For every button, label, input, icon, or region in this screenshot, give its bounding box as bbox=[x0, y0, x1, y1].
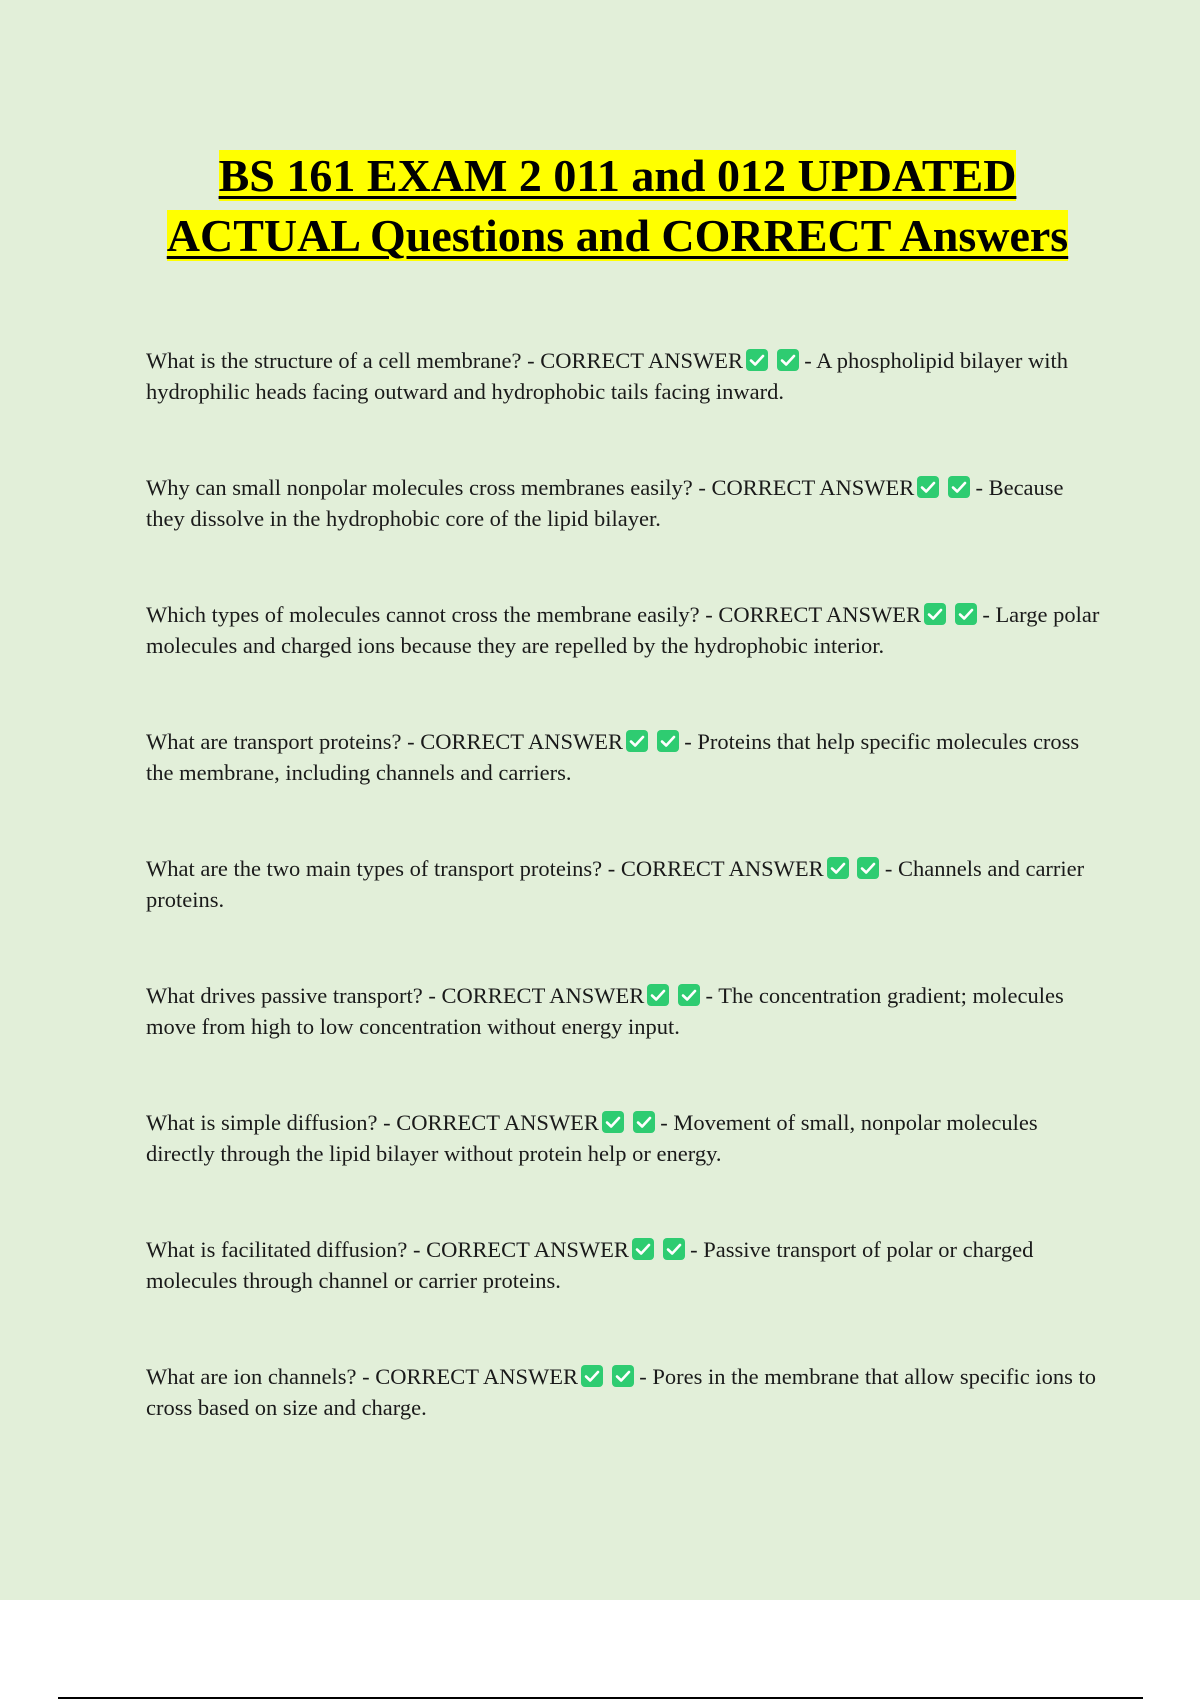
answer-text: The concentration gradient; molecules move from high to low concentration without energy input. bbox=[146, 983, 1064, 1039]
qa-item: What drives passive transport? - CORRECT ANSWER - The concentration gradient; molecules move from high to low concentration without energy input. bbox=[146, 983, 1064, 1039]
check-box-icon bbox=[647, 984, 669, 1006]
answer-text: Large polar molecules and charged ions because they are repelled by the hydrophobic interior. bbox=[146, 602, 1100, 658]
qa-list bbox=[146, 345, 1106, 1488]
question-text: What are ion channels? bbox=[146, 1364, 357, 1389]
question-text: What is facilitated diffusion? bbox=[146, 1237, 408, 1262]
check-box-icon bbox=[917, 476, 939, 498]
check-box-icon bbox=[657, 730, 679, 752]
check-box-icon bbox=[827, 857, 849, 879]
check-box-icon bbox=[602, 1111, 624, 1133]
check-box-icon bbox=[632, 1238, 654, 1260]
check-box-icon bbox=[678, 984, 700, 1006]
qa-item: What is the structure of a cell membrane? - CORRECT ANSWER - A phospholipid bilayer with hydrophilic heads facing outward and hydrophobic tails facing inward. bbox=[146, 348, 1068, 404]
check-box-icon bbox=[612, 1365, 634, 1387]
answer-label: CORRECT ANSWER bbox=[620, 856, 824, 881]
qa-item: What are transport proteins? - CORRECT ANSWER - Proteins that help specific molecules cross the membrane, including channels and carriers. bbox=[146, 729, 1080, 785]
qa-item: Why can small nonpolar molecules cross membranes easily? - CORRECT ANSWER - Because they dissolve in the hydrophobic core of the lipid bilayer. bbox=[146, 475, 1064, 531]
qa-item: What are ion channels? - CORRECT ANSWER - Pores in the membrane that allow specific ions to cross based on size and charge. bbox=[146, 1364, 1097, 1420]
footer-divider bbox=[58, 1697, 1143, 1699]
answer-label: CORRECT ANSWER bbox=[375, 1364, 579, 1389]
answer-label: CORRECT ANSWER bbox=[540, 348, 743, 373]
answer-label: CORRECT ANSWER bbox=[396, 1110, 599, 1135]
check-box-icon bbox=[948, 476, 970, 498]
qa-item: What is simple diffusion? - CORRECT ANSWER - Movement of small, nonpolar molecules directly through the lipid bilayer without protein help or energy. bbox=[146, 1110, 1038, 1166]
question-text: What is the structure of a cell membrane? bbox=[146, 348, 522, 373]
check-box-icon bbox=[663, 1238, 685, 1260]
check-box-icon bbox=[581, 1365, 603, 1387]
question-text: What are transport proteins? bbox=[146, 729, 402, 754]
page-title-text: BS 161 EXAM 2 011 and 012 UPDATED ACTUAL Questions and CORRECT Answers bbox=[166, 150, 1069, 261]
qa-item: What are the two main types of transport proteins? - CORRECT ANSWER - Channels and carrier proteins. bbox=[146, 856, 1085, 912]
answer-text: A phospholipid bilayer with hydrophilic heads facing outward and hydrophobic tails facing inward. bbox=[146, 348, 1068, 404]
answer-label: CORRECT ANSWER bbox=[441, 983, 645, 1008]
qa-item: Which types of molecules cannot cross the membrane easily? - CORRECT ANSWER - Large polar molecules and charged ions because they are repelled by the hydrophobic interior. bbox=[146, 602, 1100, 658]
answer-text: Passive transport of polar or charged molecules through channel or carrier proteins. bbox=[146, 1237, 1034, 1293]
answer-label: CORRECT ANSWER bbox=[718, 602, 922, 627]
check-box-icon bbox=[626, 730, 648, 752]
check-box-icon bbox=[955, 603, 977, 625]
question-text: What is simple diffusion? bbox=[146, 1110, 378, 1135]
check-box-icon bbox=[777, 349, 799, 371]
title-block bbox=[140, 146, 1095, 266]
check-box-icon bbox=[633, 1111, 655, 1133]
answer-text: Channels and carrier proteins. bbox=[146, 856, 1085, 912]
question-text: Why can small nonpolar molecules cross membranes easily? bbox=[146, 475, 693, 500]
answer-text: Movement of small, nonpolar molecules directly through the lipid bilayer without protein help or energy. bbox=[146, 1110, 1038, 1166]
check-box-icon bbox=[746, 349, 768, 371]
question-text: What drives passive transport? bbox=[146, 983, 423, 1008]
answer-text: Because they dissolve in the hydrophobic core of the lipid bilayer. bbox=[146, 475, 1064, 531]
answer-label: CORRECT ANSWER bbox=[426, 1237, 629, 1262]
check-box-icon bbox=[857, 857, 879, 879]
question-text: Which types of molecules cannot cross the membrane easily? bbox=[146, 602, 700, 627]
check-box-icon bbox=[924, 603, 946, 625]
answer-label: CORRECT ANSWER bbox=[711, 475, 915, 500]
answer-text: Pores in the membrane that allow specific ions to cross based on size and charge. bbox=[146, 1364, 1097, 1420]
page-title bbox=[140, 146, 1095, 266]
answer-label: CORRECT ANSWER bbox=[420, 729, 624, 754]
answer-text: Proteins that help specific molecules cross the membrane, including channels and carriers. bbox=[146, 729, 1080, 785]
question-text: What are the two main types of transport proteins? bbox=[146, 856, 603, 881]
qa-item: What is facilitated diffusion? - CORRECT ANSWER - Passive transport of polar or charged molecules through channel or carrier proteins. bbox=[146, 1237, 1034, 1293]
